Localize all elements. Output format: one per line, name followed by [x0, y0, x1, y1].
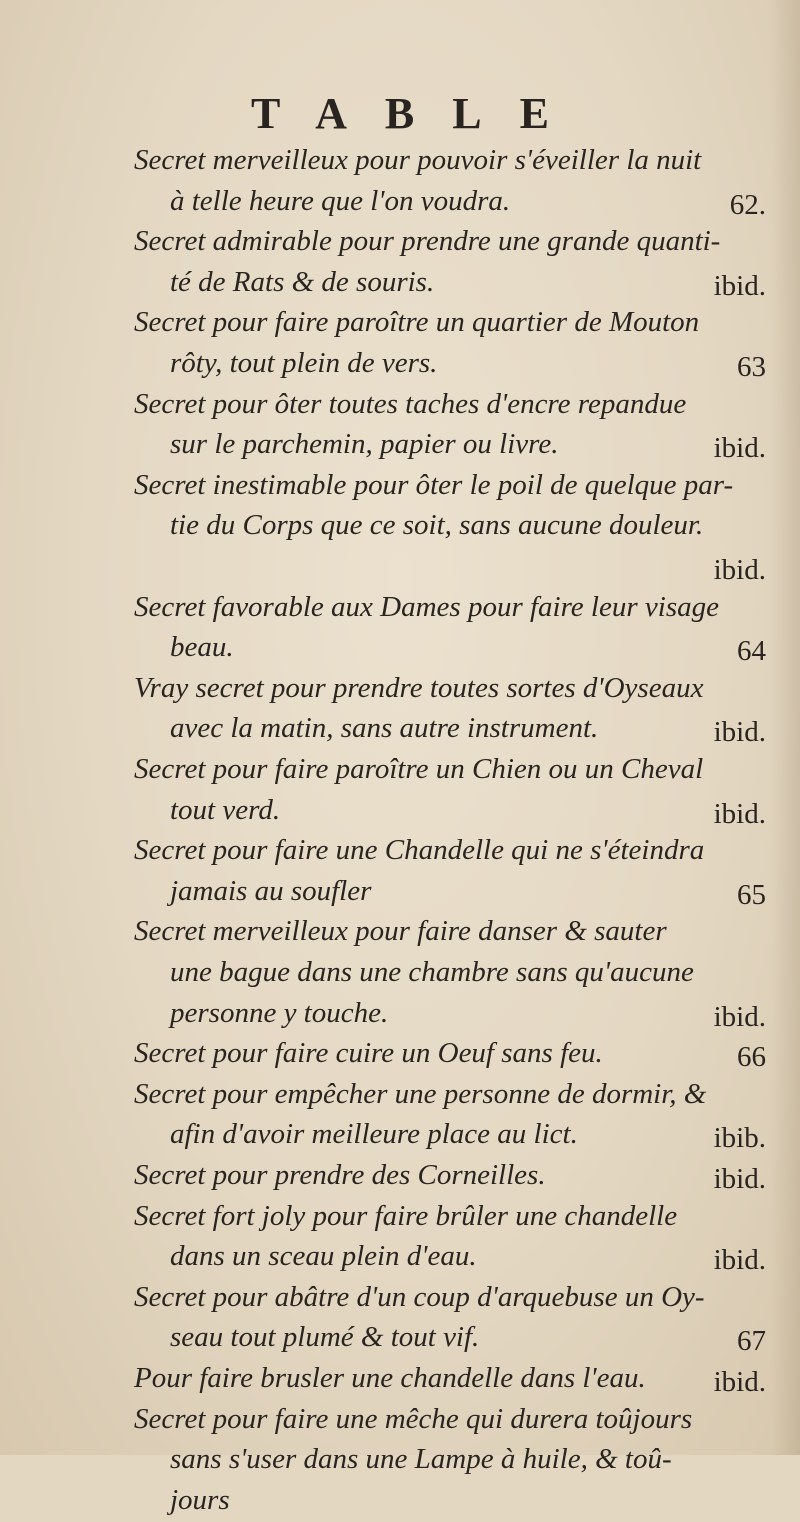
page-number: ibid.: [713, 1163, 766, 1195]
page-number: 63: [737, 351, 766, 383]
entry-text: Secret pour faire paroître un quartier de Mouton: [134, 306, 700, 339]
entry-text: Secret pour empêcher une personne de dormir, &: [134, 1077, 707, 1110]
entry-text: avec la matin, sans autre instrument.: [170, 712, 599, 745]
toc-line: [0, 386, 800, 426]
page-number: ibid.: [713, 1244, 766, 1277]
page-number: 67: [737, 1325, 766, 1358]
page-number: 66: [737, 1041, 766, 1074]
toc-line: [0, 1401, 800, 1441]
toc-line: [0, 1279, 800, 1319]
page-number: ibid.: [713, 432, 766, 465]
toc-line: [0, 710, 800, 750]
toc-line: [0, 1157, 800, 1197]
toc-line: [0, 548, 800, 588]
entry-text: Secret merveilleux pour pouvoir s'éveiller la nuit: [134, 144, 702, 176]
page-number: ibid.: [713, 269, 766, 302]
entry-text: Secret fort joly pour faire brûler une chandelle: [134, 1199, 678, 1232]
page-number: 65: [737, 878, 766, 911]
toc-line: [0, 142, 800, 182]
entry-text: Pour faire brusler une chandelle dans l'eau.: [134, 1362, 646, 1394]
toc-line: [0, 995, 800, 1035]
toc-line: [0, 264, 800, 304]
entry-text: sans s'user dans une Lampe à huile, & toû-: [170, 1443, 672, 1476]
toc-line: [0, 1319, 800, 1359]
toc-line: [0, 426, 800, 466]
page-number: ibid.: [713, 716, 766, 749]
toc-line: [0, 751, 800, 791]
page-number: ibid.: [713, 554, 766, 586]
entry-text: sur le parchemin, papier ou livre.: [170, 428, 559, 461]
toc-line: [0, 792, 800, 832]
toc-line: [0, 467, 800, 507]
entry-text: beau.: [170, 631, 234, 664]
toc-line: [0, 1360, 800, 1400]
toc-line: [0, 1076, 800, 1116]
toc-line: [0, 1198, 800, 1238]
entry-text: à telle heure que l'on voudra.: [170, 184, 511, 217]
toc-line: [0, 1116, 800, 1156]
entry-text: jamais au soufler: [170, 874, 372, 907]
toc-line: [0, 589, 800, 629]
entry-text: Vray secret pour prendre toutes sortes d'Oyseaux: [134, 671, 704, 704]
toc-line: [0, 1238, 800, 1278]
entry-text: personne y touche.: [170, 996, 389, 1029]
page-number: ibid.: [713, 1000, 766, 1033]
page-header: TABLE: [251, 89, 587, 138]
page-number: 62.: [729, 188, 766, 221]
entry-text: tie du Corps que ce soit, sans aucune douleur.: [170, 509, 704, 542]
entry-text: une bague dans une chambre sans qu'aucune: [170, 956, 694, 988]
toc-line: [0, 913, 800, 953]
entry-text: té de Rats & de souris.: [170, 265, 435, 298]
toc-line: [0, 1035, 800, 1075]
entry-text: Secret admirable pour prendre une grande quanti-: [134, 225, 721, 258]
toc-line: [0, 507, 800, 547]
toc-line: [0, 345, 800, 385]
entry-text: afin d'avoir meilleure place au lict.: [170, 1118, 578, 1151]
entry-text: dans un sceau plein d'eau.: [170, 1240, 477, 1273]
page-number: 64: [737, 635, 766, 668]
toc-line: [0, 670, 800, 710]
entry-text: Secret pour faire paroître un Chien ou un Cheval: [134, 753, 704, 785]
entry-text: Secret pour abâtre d'un coup d'arquebuse un Oy-: [134, 1280, 705, 1313]
entry-text: Secret merveilleux pour faire danser & sauter: [134, 915, 667, 948]
entry-text: Secret pour faire une mêche qui durera toûjours: [134, 1402, 693, 1435]
toc-line: [0, 629, 800, 669]
toc-line: [0, 1441, 800, 1481]
page-number: ibid.: [713, 1366, 766, 1398]
toc-line: [0, 223, 800, 263]
toc-line: [0, 304, 800, 344]
entry-text: jours: [170, 1483, 230, 1516]
entry-text: Secret pour faire cuire un Oeuf sans feu.: [134, 1037, 603, 1070]
page-number: ibid.: [713, 797, 766, 830]
toc-line: [0, 1482, 800, 1522]
entry-text: Secret inestimable pour ôter le poil de quelque par-: [134, 468, 734, 501]
page-number: ibib.: [713, 1122, 766, 1155]
toc-line: [0, 873, 800, 913]
entry-text: Secret pour ôter toutes taches d'encre repandue: [134, 387, 687, 420]
entry-text: rôty, tout plein de vers.: [170, 347, 438, 379]
toc-line: [0, 954, 800, 994]
entry-text: Secret pour faire une Chandelle qui ne s'éteindra: [134, 834, 705, 867]
entry-text: Secret favorable aux Dames pour faire leur visage: [134, 590, 719, 623]
toc-line: [0, 183, 800, 223]
entry-text: tout verd.: [170, 793, 281, 826]
toc-line: [0, 832, 800, 872]
entry-text: seau tout plumé & tout vif.: [170, 1321, 480, 1354]
entry-text: Secret pour prendre des Corneilles.: [134, 1159, 546, 1191]
